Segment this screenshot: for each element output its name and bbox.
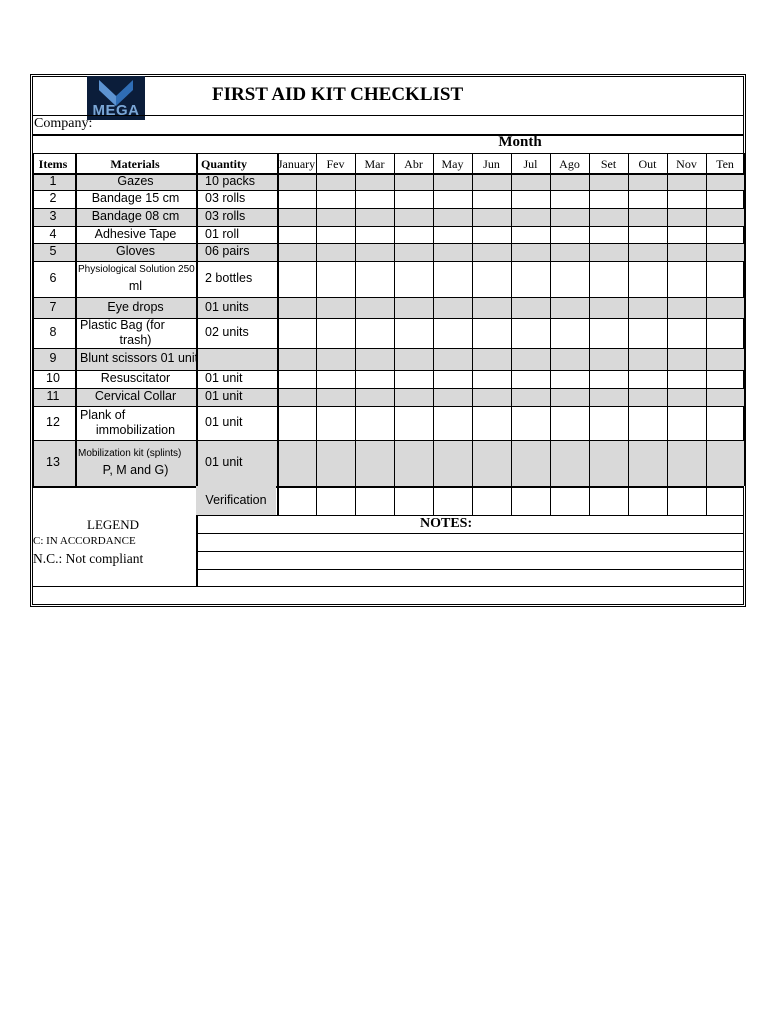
check-cell-nov[interactable] <box>668 191 705 207</box>
check-cell-january[interactable] <box>278 389 315 405</box>
check-cell-may[interactable] <box>434 209 471 225</box>
item-number: 11 <box>46 389 60 403</box>
quantity-value: 01 unit <box>205 415 243 429</box>
month-header-mar: Mar <box>364 157 385 171</box>
verification-cell-fev[interactable] <box>317 487 354 514</box>
legend-title: LEGEND <box>87 517 139 532</box>
check-cell-set[interactable] <box>590 174 627 189</box>
quantity-value: 01 unit <box>205 455 243 469</box>
quantity-value: 10 packs <box>205 173 256 188</box>
check-cell-abr[interactable] <box>395 349 432 369</box>
check-cell-mar[interactable] <box>356 227 393 242</box>
check-cell-out[interactable] <box>629 389 666 405</box>
check-cell-mar[interactable] <box>356 298 393 317</box>
check-cell-mar[interactable] <box>356 174 393 189</box>
check-cell-may[interactable] <box>434 174 471 189</box>
check-cell-jun[interactable] <box>473 244 510 260</box>
check-cell-jun[interactable] <box>473 371 510 387</box>
check-cell-jun[interactable] <box>473 441 510 485</box>
check-cell-nov[interactable] <box>668 209 705 225</box>
check-cell-abr[interactable] <box>395 209 432 225</box>
verification-cell-set[interactable] <box>590 487 627 514</box>
check-cell-jul[interactable] <box>512 174 549 189</box>
check-cell-ten[interactable] <box>707 349 743 369</box>
check-cell-out[interactable] <box>629 227 666 242</box>
check-cell-january[interactable] <box>278 174 315 189</box>
check-cell-set[interactable] <box>590 407 627 439</box>
material-name-line2: trash) <box>119 333 152 347</box>
check-cell-set[interactable] <box>590 191 627 207</box>
check-cell-jun[interactable] <box>473 191 510 207</box>
quantity-value: 01 roll <box>205 226 240 241</box>
material-name: Cervical Collar <box>94 389 177 403</box>
material-name: Resuscitator <box>100 371 171 385</box>
check-cell-out[interactable] <box>629 191 666 207</box>
verification-cell-mar[interactable] <box>356 487 393 514</box>
check-cell-out[interactable] <box>629 298 666 317</box>
material-name-line1: Physiological Solution 250 <box>78 264 195 275</box>
legend-nc-entry: N.C.: Not compliant <box>33 551 144 566</box>
material-name-line2: P, M and G) <box>102 463 169 477</box>
quantity-value: 06 pairs <box>205 244 250 258</box>
check-cell-ten[interactable] <box>707 371 743 387</box>
check-cell-set[interactable] <box>590 389 627 405</box>
check-cell-abr[interactable] <box>395 298 432 317</box>
material-name: Gloves <box>116 244 155 258</box>
check-cell-jul[interactable] <box>512 209 549 225</box>
check-cell-jul[interactable] <box>512 244 549 260</box>
material-name-line1: Plank of <box>80 408 126 422</box>
check-cell-mar[interactable] <box>356 191 393 207</box>
check-cell-jul[interactable] <box>512 191 549 207</box>
check-cell-nov[interactable] <box>668 389 705 405</box>
check-cell-fev[interactable] <box>317 227 354 242</box>
check-cell-nov[interactable] <box>668 319 705 347</box>
check-cell-mar[interactable] <box>356 209 393 225</box>
check-cell-january[interactable] <box>278 371 315 387</box>
material-name: Bandage 08 cm <box>91 209 180 223</box>
verification-cell-out[interactable] <box>629 487 666 514</box>
check-cell-january[interactable] <box>278 319 315 347</box>
month-header-jun: Jun <box>483 157 500 171</box>
check-cell-ten[interactable] <box>707 319 743 347</box>
check-cell-nov[interactable] <box>668 407 705 439</box>
check-cell-set[interactable] <box>590 262 627 296</box>
check-cell-jun[interactable] <box>473 227 510 242</box>
check-cell-nov[interactable] <box>668 298 705 317</box>
check-cell-jun[interactable] <box>473 389 510 405</box>
month-header-set: Set <box>600 157 617 171</box>
material-name-line1: Plastic Bag (for <box>80 318 165 332</box>
check-cell-jun[interactable] <box>473 349 510 369</box>
check-cell-mar[interactable] <box>356 262 393 296</box>
material-name-line2: ml <box>128 279 143 293</box>
material-name-line1: Mobilization kit (splints) <box>78 448 182 459</box>
item-number: 5 <box>49 244 57 258</box>
check-cell-out[interactable] <box>629 371 666 387</box>
item-number: 2 <box>49 191 57 205</box>
month-header-out: Out <box>638 157 657 171</box>
check-cell-fev[interactable] <box>317 389 354 405</box>
check-cell-fev[interactable] <box>317 407 354 439</box>
check-cell-ago[interactable] <box>551 209 588 225</box>
material-name: Adhesive Tape <box>94 226 177 241</box>
quantity-value: 03 rolls <box>205 191 246 205</box>
check-cell-set[interactable] <box>590 441 627 485</box>
check-cell-january[interactable] <box>278 191 315 207</box>
month-header-abr: Abr <box>404 157 423 171</box>
check-cell-out[interactable] <box>629 174 666 189</box>
legend-c-entry: C: IN ACCORDANCE <box>33 535 136 547</box>
check-cell-abr[interactable] <box>395 244 432 260</box>
check-cell-ten[interactable] <box>707 441 743 485</box>
check-cell-ago[interactable] <box>551 349 588 369</box>
check-cell-jul[interactable] <box>512 262 549 296</box>
check-cell-jun[interactable] <box>473 262 510 296</box>
check-cell-fev[interactable] <box>317 349 354 369</box>
month-header-jul: Jul <box>523 157 538 171</box>
check-cell-abr[interactable] <box>395 191 432 207</box>
col-header-quantity: Quantity <box>201 157 248 171</box>
verification-cell-abr[interactable] <box>395 487 432 514</box>
check-cell-abr[interactable] <box>395 262 432 296</box>
check-cell-ago[interactable] <box>551 298 588 317</box>
check-cell-january[interactable] <box>278 349 315 369</box>
check-cell-fev[interactable] <box>317 441 354 485</box>
check-cell-ten[interactable] <box>707 389 743 405</box>
month-header-fev: Fev <box>326 157 345 171</box>
material-name: Blunt scissors 01 unit <box>80 351 199 365</box>
item-number: 4 <box>49 226 57 241</box>
check-cell-out[interactable] <box>629 349 666 369</box>
check-cell-out[interactable] <box>629 319 666 347</box>
check-cell-nov[interactable] <box>668 441 705 485</box>
check-cell-set[interactable] <box>590 209 627 225</box>
check-cell-ago[interactable] <box>551 262 588 296</box>
check-cell-nov[interactable] <box>668 371 705 387</box>
quantity-value: 01 units <box>205 299 249 314</box>
check-cell-ago[interactable] <box>551 244 588 260</box>
month-header-may: May <box>441 157 464 171</box>
check-cell-fev[interactable] <box>317 174 354 189</box>
check-cell-out[interactable] <box>629 262 666 296</box>
check-cell-jul[interactable] <box>512 389 549 405</box>
verification-cell-ago[interactable] <box>551 487 588 514</box>
check-cell-abr[interactable] <box>395 441 432 485</box>
month-header-ago: Ago <box>559 157 580 171</box>
item-number: 8 <box>49 325 57 339</box>
check-cell-ago[interactable] <box>551 407 588 439</box>
month-header-nov: Nov <box>676 157 697 171</box>
check-cell-out[interactable] <box>629 407 666 439</box>
check-cell-january[interactable] <box>278 407 315 439</box>
check-cell-january[interactable] <box>278 227 315 242</box>
check-cell-january[interactable] <box>278 298 315 317</box>
check-cell-ten[interactable] <box>707 209 743 225</box>
company-label: Company: <box>34 116 93 131</box>
check-cell-jul[interactable] <box>512 298 549 317</box>
check-cell-ten[interactable] <box>707 191 743 207</box>
check-cell-jul[interactable] <box>512 371 549 387</box>
notes-title: NOTES: <box>420 516 473 531</box>
check-cell-out[interactable] <box>629 209 666 225</box>
item-number: 9 <box>49 351 57 365</box>
page-title: FIRST AID KIT CHECKLIST <box>212 84 464 105</box>
item-number: 13 <box>46 455 60 469</box>
check-cell-ago[interactable] <box>551 441 588 485</box>
check-cell-fev[interactable] <box>317 371 354 387</box>
check-cell-jul[interactable] <box>512 319 549 347</box>
check-cell-ten[interactable] <box>707 227 743 242</box>
check-cell-abr[interactable] <box>395 319 432 347</box>
logo-text: MEGA <box>92 102 140 119</box>
check-cell-jul[interactable] <box>512 441 549 485</box>
quantity-value: 01 unit <box>205 389 243 403</box>
check-cell-may[interactable] <box>434 441 471 485</box>
check-cell-nov[interactable] <box>668 262 705 296</box>
check-cell-abr[interactable] <box>395 174 432 189</box>
check-cell-ago[interactable] <box>551 227 588 242</box>
month-header-january: January <box>277 157 316 171</box>
check-cell-abr[interactable] <box>395 371 432 387</box>
check-cell-nov[interactable] <box>668 244 705 260</box>
check-cell-fev[interactable] <box>317 209 354 225</box>
col-header-items: Items <box>38 157 68 171</box>
check-cell-january[interactable] <box>278 244 315 260</box>
check-cell-january[interactable] <box>278 441 315 485</box>
check-cell-fev[interactable] <box>317 262 354 296</box>
check-cell-mar[interactable] <box>356 319 393 347</box>
quantity-value: 01 unit <box>205 371 243 385</box>
check-cell-abr[interactable] <box>395 227 432 242</box>
verification-cell-ten[interactable] <box>707 487 743 514</box>
check-cell-out[interactable] <box>629 441 666 485</box>
check-cell-may[interactable] <box>434 319 471 347</box>
check-cell-abr[interactable] <box>395 389 432 405</box>
check-cell-mar[interactable] <box>356 441 393 485</box>
check-cell-may[interactable] <box>434 389 471 405</box>
check-cell-set[interactable] <box>590 319 627 347</box>
check-cell-ago[interactable] <box>551 191 588 207</box>
check-cell-out[interactable] <box>629 244 666 260</box>
check-cell-set[interactable] <box>590 349 627 369</box>
check-cell-ten[interactable] <box>707 174 743 189</box>
check-cell-jun[interactable] <box>473 319 510 347</box>
check-cell-may[interactable] <box>434 407 471 439</box>
check-cell-ago[interactable] <box>551 389 588 405</box>
check-cell-jul[interactable] <box>512 407 549 439</box>
verification-cell-january[interactable] <box>278 487 315 514</box>
check-cell-fev[interactable] <box>317 298 354 317</box>
month-header: Month <box>498 134 542 150</box>
check-cell-jun[interactable] <box>473 407 510 439</box>
check-cell-set[interactable] <box>590 371 627 387</box>
item-number: 10 <box>46 371 60 385</box>
check-cell-mar[interactable] <box>356 389 393 405</box>
col-header-materials: Materials <box>110 157 160 171</box>
check-cell-jun[interactable] <box>473 174 510 189</box>
check-cell-ago[interactable] <box>551 319 588 347</box>
verification-cell-jun[interactable] <box>473 487 510 514</box>
check-cell-nov[interactable] <box>668 174 705 189</box>
verification-cell-nov[interactable] <box>668 487 705 514</box>
mega-logo <box>87 76 145 120</box>
check-cell-may[interactable] <box>434 262 471 296</box>
check-cell-mar[interactable] <box>356 407 393 439</box>
verification-cell-jul[interactable] <box>512 487 549 514</box>
check-cell-nov[interactable] <box>668 227 705 242</box>
material-name: Eye drops <box>107 299 164 314</box>
item-number: 12 <box>46 415 60 429</box>
check-cell-mar[interactable] <box>356 371 393 387</box>
check-cell-ago[interactable] <box>551 371 588 387</box>
check-cell-may[interactable] <box>434 298 471 317</box>
check-cell-may[interactable] <box>434 371 471 387</box>
quantity-value: 02 units <box>205 325 249 339</box>
check-cell-ten[interactable] <box>707 298 743 317</box>
check-cell-jul[interactable] <box>512 227 549 242</box>
check-cell-set[interactable] <box>590 298 627 317</box>
check-cell-ago[interactable] <box>551 174 588 189</box>
check-cell-fev[interactable] <box>317 191 354 207</box>
check-cell-jun[interactable] <box>473 298 510 317</box>
item-number: 3 <box>49 209 57 223</box>
quantity-value: 2 bottles <box>205 271 253 285</box>
material-name-line2: immobilization <box>95 423 176 437</box>
month-header-ten: Ten <box>716 157 734 171</box>
check-cell-jul[interactable] <box>512 349 549 369</box>
check-cell-may[interactable] <box>434 227 471 242</box>
check-cell-may[interactable] <box>434 244 471 260</box>
check-cell-set[interactable] <box>590 244 627 260</box>
check-cell-january[interactable] <box>278 209 315 225</box>
check-cell-ten[interactable] <box>707 407 743 439</box>
item-number: 7 <box>49 299 57 314</box>
check-cell-fev[interactable] <box>317 244 354 260</box>
check-cell-ten[interactable] <box>707 244 743 260</box>
check-cell-mar[interactable] <box>356 349 393 369</box>
check-cell-mar[interactable] <box>356 244 393 260</box>
check-cell-nov[interactable] <box>668 349 705 369</box>
material-name: Gazes <box>117 173 154 188</box>
check-cell-set[interactable] <box>590 227 627 242</box>
check-cell-ten[interactable] <box>707 262 743 296</box>
item-number: 6 <box>49 271 57 285</box>
check-cell-january[interactable] <box>278 262 315 296</box>
check-cell-may[interactable] <box>434 349 471 369</box>
check-cell-may[interactable] <box>434 191 471 207</box>
check-cell-abr[interactable] <box>395 407 432 439</box>
verification-label: Verification <box>205 493 267 507</box>
verification-cell-may[interactable] <box>434 487 471 514</box>
quantity-value: 03 rolls <box>205 209 246 223</box>
item-number: 1 <box>49 173 57 188</box>
check-cell-jun[interactable] <box>473 209 510 225</box>
material-name: Bandage 15 cm <box>91 191 180 205</box>
check-cell-fev[interactable] <box>317 319 354 347</box>
